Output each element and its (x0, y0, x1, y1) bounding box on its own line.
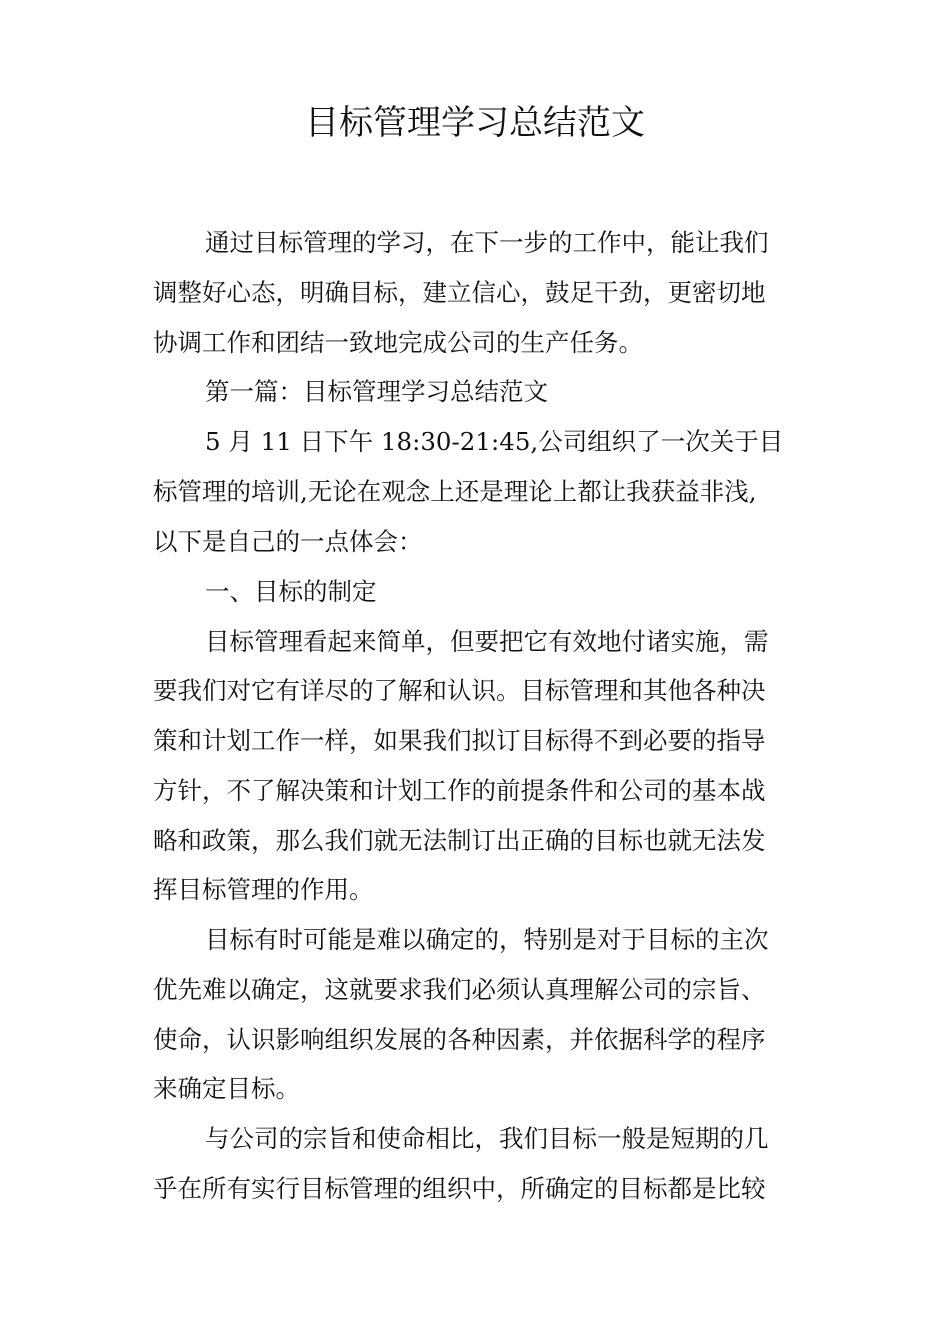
paragraph-line: 调整好心态，明确目标，建立信心，鼓足干劲，更密切地 (153, 278, 766, 307)
paragraph-line: 挥目标管理的作用。 (153, 875, 374, 904)
paragraph-line: 目标管理看起来简单，但要把它有效地付诸实施，需 (205, 627, 769, 656)
paragraph-line: 目标有时可能是难以确定的，特别是对于目标的主次 (205, 925, 769, 954)
paragraph-line: 优先难以确定，这就要求我们必须认真理解公司的宗旨、 (153, 975, 766, 1004)
paragraph-line: 来确定目标。 (153, 1074, 300, 1103)
paragraph-line: 使命，认识影响组织发展的各种因素，并依据科学的程序 (153, 1025, 766, 1054)
paragraph-line: 通过目标管理的学习，在下一步的工作中，能让我们 (205, 228, 769, 257)
paragraph-line: 协调工作和团结一致地完成公司的生产任务。 (153, 328, 643, 357)
document-title: 目标管理学习总结范文 (305, 103, 645, 143)
section-heading: 第一篇：目标管理学习总结范文 (205, 377, 548, 406)
section-heading: 一、目标的制定 (205, 577, 377, 606)
paragraph-line: 与公司的宗旨和使命相比，我们目标一般是短期的几 (205, 1124, 769, 1153)
paragraph-line: 方针，不了解决策和计划工作的前提条件和公司的基本战 (153, 776, 766, 805)
paragraph-line: 策和计划工作一样，如果我们拟订目标得不到必要的指导 (153, 726, 766, 755)
paragraph-line: 以下是自己的一点体会： (153, 527, 423, 556)
paragraph-line: 略和政策，那么我们就无法制订出正确的目标也就无法发 (153, 826, 766, 855)
paragraph-line: 乎在所有实行目标管理的组织中，所确定的目标都是比较 (153, 1174, 766, 1203)
paragraph-line: 5 月 11 日下午 18:30-21:45,公司组织了一次关于目 (205, 427, 784, 456)
paragraph-line: 要我们对它有详尽的了解和认识。目标管理和其他各种决 (153, 676, 766, 705)
paragraph-line: 标管理的培训,无论在观念上还是理论上都让我获益非浅, (153, 477, 757, 506)
